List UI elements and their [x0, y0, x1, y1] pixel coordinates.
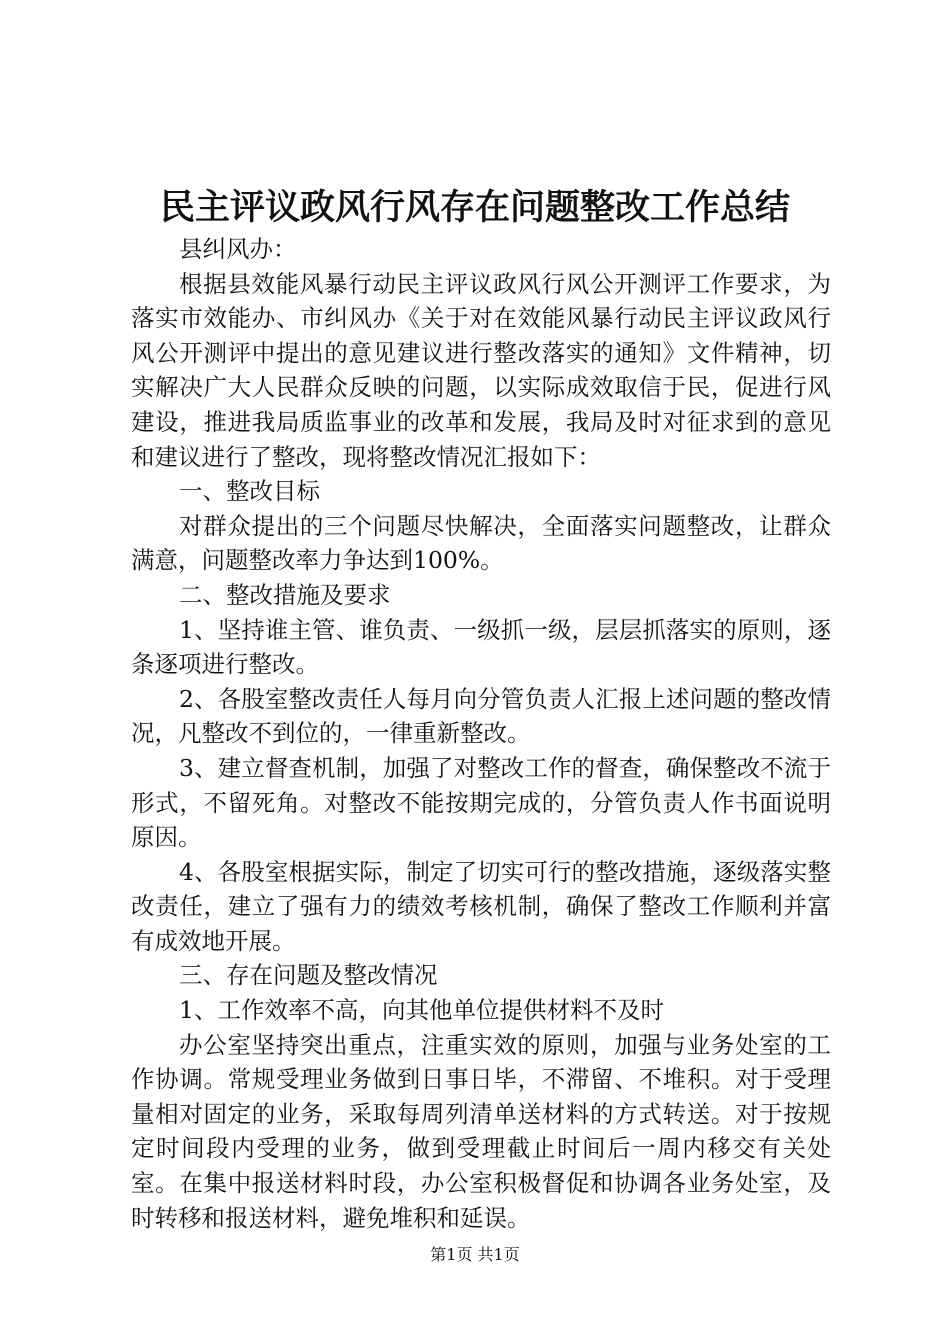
goals-paragraph: 对群众提出的三个问题尽快解决，全面落实问题整改，让群众满意，问题整改率力争达到100%。	[131, 511, 831, 575]
page-footer: 第1页 共1页	[430, 1245, 520, 1264]
problem-heading: 1、工作效率不高，向其他单位提供材料不及时	[179, 996, 664, 1025]
measure-item: 3、建立督查机制，加强了对整改工作的督查，确保整改不流于形式，不留死角。对整改不能按期完成的，分管负责人作书面说明原因。	[131, 753, 831, 852]
measure-item: 1、坚持谁主管、谁负责、一级抓一级，层层抓落实的原则，逐条逐项进行整改。	[131, 615, 831, 679]
section-heading-measures: 二、整改措施及要求	[179, 580, 391, 609]
problem-paragraph: 办公室坚持突出重点，注重实效的原则，加强与业务处室的工作协调。常规受理业务做到日事日毕，不滞留、不堆积。对于受理量相对固定的业务，采取每周列清单送材料的方式转送。对于按规定时间段内受理的业务，做到受理截止时间后一周内移交有关处室。在集中报送材料时段，办公室积极督促和协调各业务处室，及时转移和报送材料，避免堆积和延误。	[131, 1030, 831, 1232]
salutation: 县纠风办：	[179, 235, 297, 263]
measure-item: 2、各股室整改责任人每月向分管负责人汇报上述问题的整改情况，凡整改不到位的，一律重新整改。	[131, 684, 831, 748]
section-heading-goals: 一、整改目标	[179, 477, 320, 506]
document-title: 民主评议政风行风存在问题整改工作总结	[159, 187, 790, 228]
document-body	[131, 232, 831, 1235]
intro-paragraph: 根据县效能风暴行动民主评议政风行风公开测评工作要求，为落实市效能办、市纠风办《关于对在效能风暴行动民主评议政风行风公开测评中提出的意见建议进行整改落实的通知》文件精神，切实解决广大人民群众反映的问题，以实际成效取信于民，促进行风建设，推进我局质监事业的改革和发展，我局及时对征求到的意见和建议进行了整改，现将整改情况汇报如下：	[131, 269, 831, 471]
section-heading-problems: 三、存在问题及整改情况	[179, 961, 438, 990]
measure-item: 4、各股室根据实际，制定了切实可行的整改措施，逐级落实整改责任，建立了强有力的绩效考核机制，确保了整改工作顺利并富有成效地开展。	[131, 857, 831, 955]
